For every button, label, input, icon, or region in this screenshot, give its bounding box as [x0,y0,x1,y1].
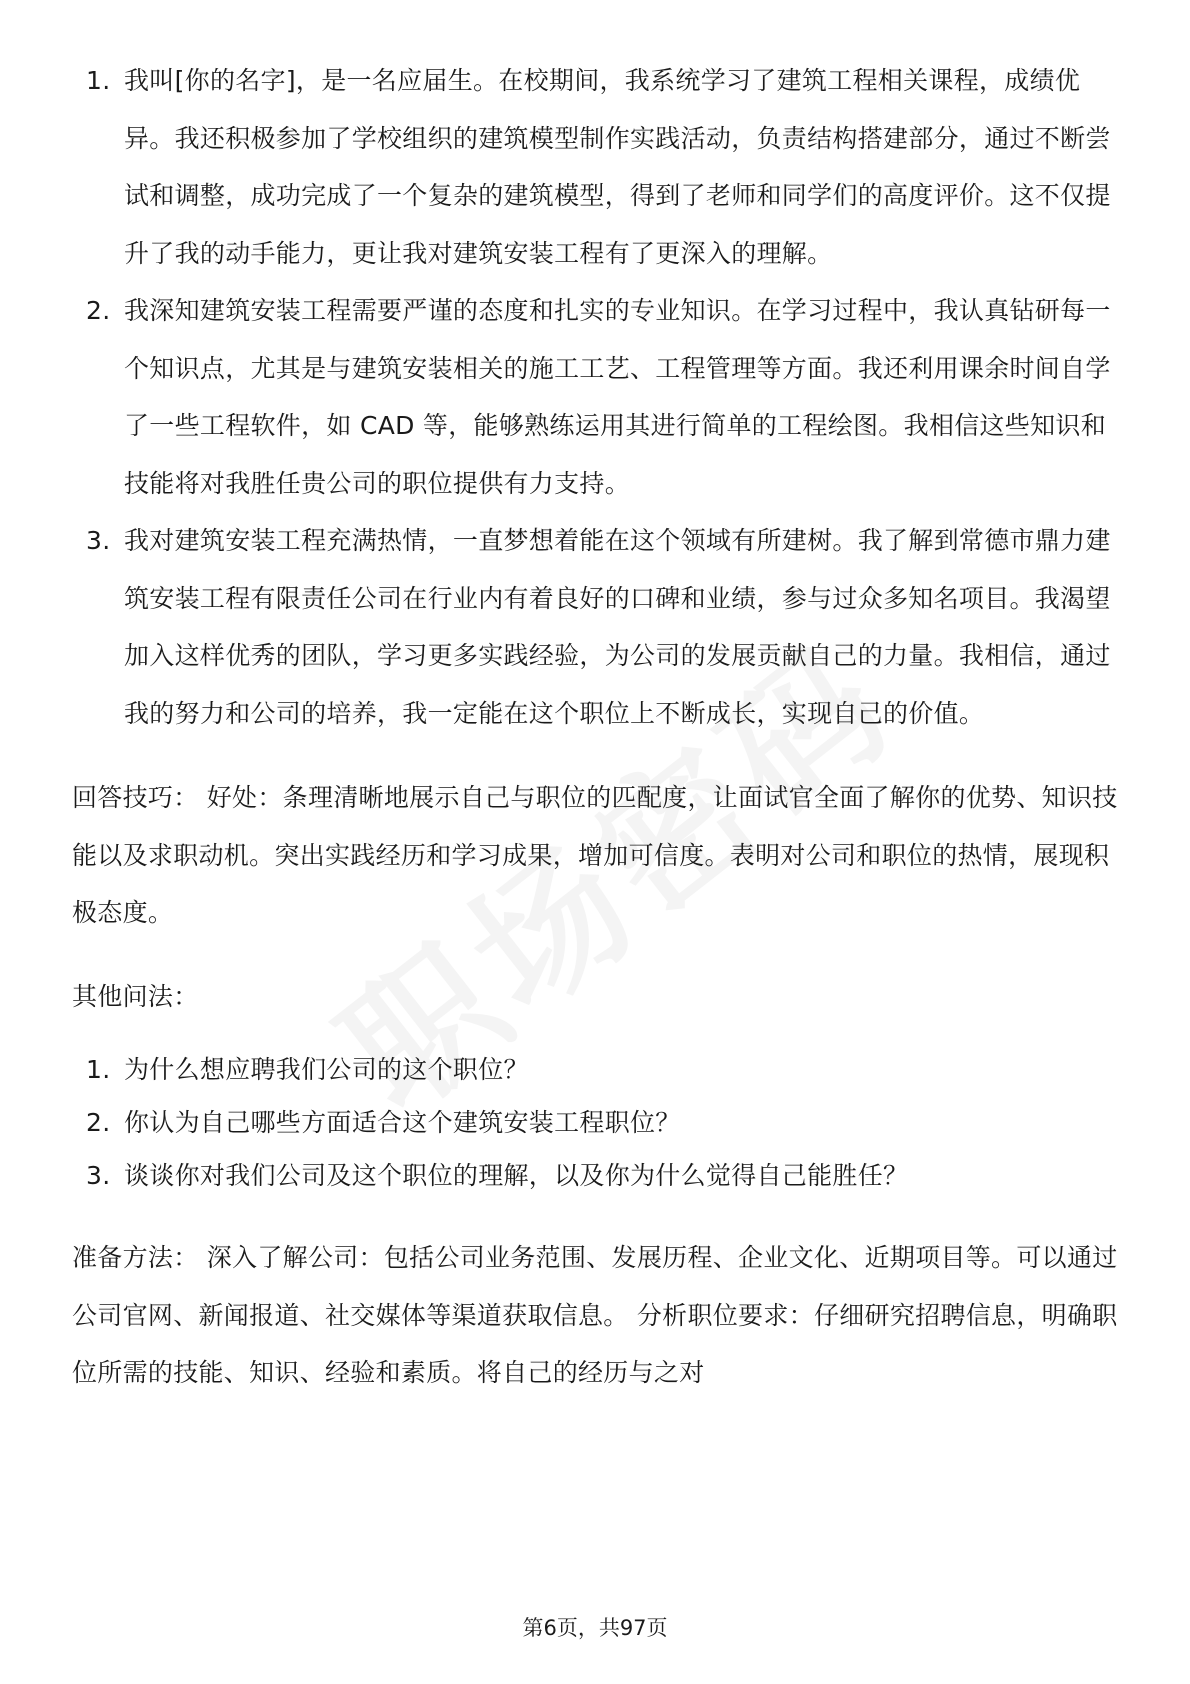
list-number: 1. [86,66,111,95]
question-text: 你认为自己哪些方面适合这个建筑安装工程职位？ [124,1108,681,1137]
other-questions-list [72,1043,1122,1202]
answer-list [72,52,1122,742]
question-item-1 [72,1043,1122,1096]
answer-text: 我对建筑安装工程充满热情，一直梦想着能在这个领域有所建树。我了解到常德市鼎力建筑安装工程有限责任公司在行业内有着良好的口碑和业绩，参与过众多知名项目。我渴望加入这样优秀的团队，学习更多实践经验，为公司的发展贡献自己的力量。我相信，通过我的努力和公司的培养，我一定能在这个职位上不断成长，实现自己的价值。 [124,526,1111,728]
question-text: 谈谈你对我们公司及这个职位的理解，以及你为什么觉得自己能胜任？ [124,1161,909,1190]
list-number: 2. [86,296,111,325]
question-text: 为什么想应聘我们公司的这个职位？ [124,1055,529,1084]
list-number: 3. [86,526,111,555]
page-content [72,52,1122,1402]
list-number: 1. [86,1055,111,1084]
list-number: 3. [86,1161,111,1190]
answer-text: 我深知建筑安装工程需要严谨的态度和扎实的专业知识。在学习过程中，我认真钻研每一个知识点，尤其是与建筑安装相关的施工工艺、工程管理等方面。我还利用课余时间自学了一些工程软件，如 CAD 等，能够熟练运用其进行简单的工程绘图。我相信这些知识和技能将对我胜任贵公司的职位提供有力支持。 [124,296,1111,498]
answer-item-2 [72,282,1122,512]
question-item-3 [72,1149,1122,1202]
page-number-footer: 第6页，共97页 [522,1616,668,1640]
question-item-2 [72,1096,1122,1149]
list-number: 2. [86,1108,111,1137]
other-questions-heading: 其他问法： [72,981,199,1011]
answer-item-3 [72,512,1122,742]
preparation-paragraph: 准备方法： 深入了解公司：包括公司业务范围、发展历程、企业文化、近期项目等。可以通过公司官网、新闻报道、社交媒体等渠道获取信息。 分析职位要求：仔细研究招聘信息，明确职位所需的技能、知识、经验和素质。将自己的经历与之对 [72,1243,1118,1387]
answer-text: 我叫[你的名字]，是一名应届生。在校期间，我系统学习了建筑工程相关课程，成绩优异。我还积极参加了学校组织的建筑模型制作实践活动，负责结构搭建部分，通过不断尝试和调整，成功完成了一个复杂的建筑模型，得到了老师和同学们的高度评价。这不仅提升了我的动手能力，更让我对建筑安装工程有了更深入的理解。 [124,66,1111,268]
answer-tips-paragraph: 回答技巧： 好处：条理清晰地展示自己与职位的匹配度，让面试官全面了解你的优势、知识技能以及求职动机。突出实践经历和学习成果，增加可信度。表明对公司和职位的热情，展现积极态度。 [72,783,1118,927]
answer-item-1 [72,52,1122,282]
